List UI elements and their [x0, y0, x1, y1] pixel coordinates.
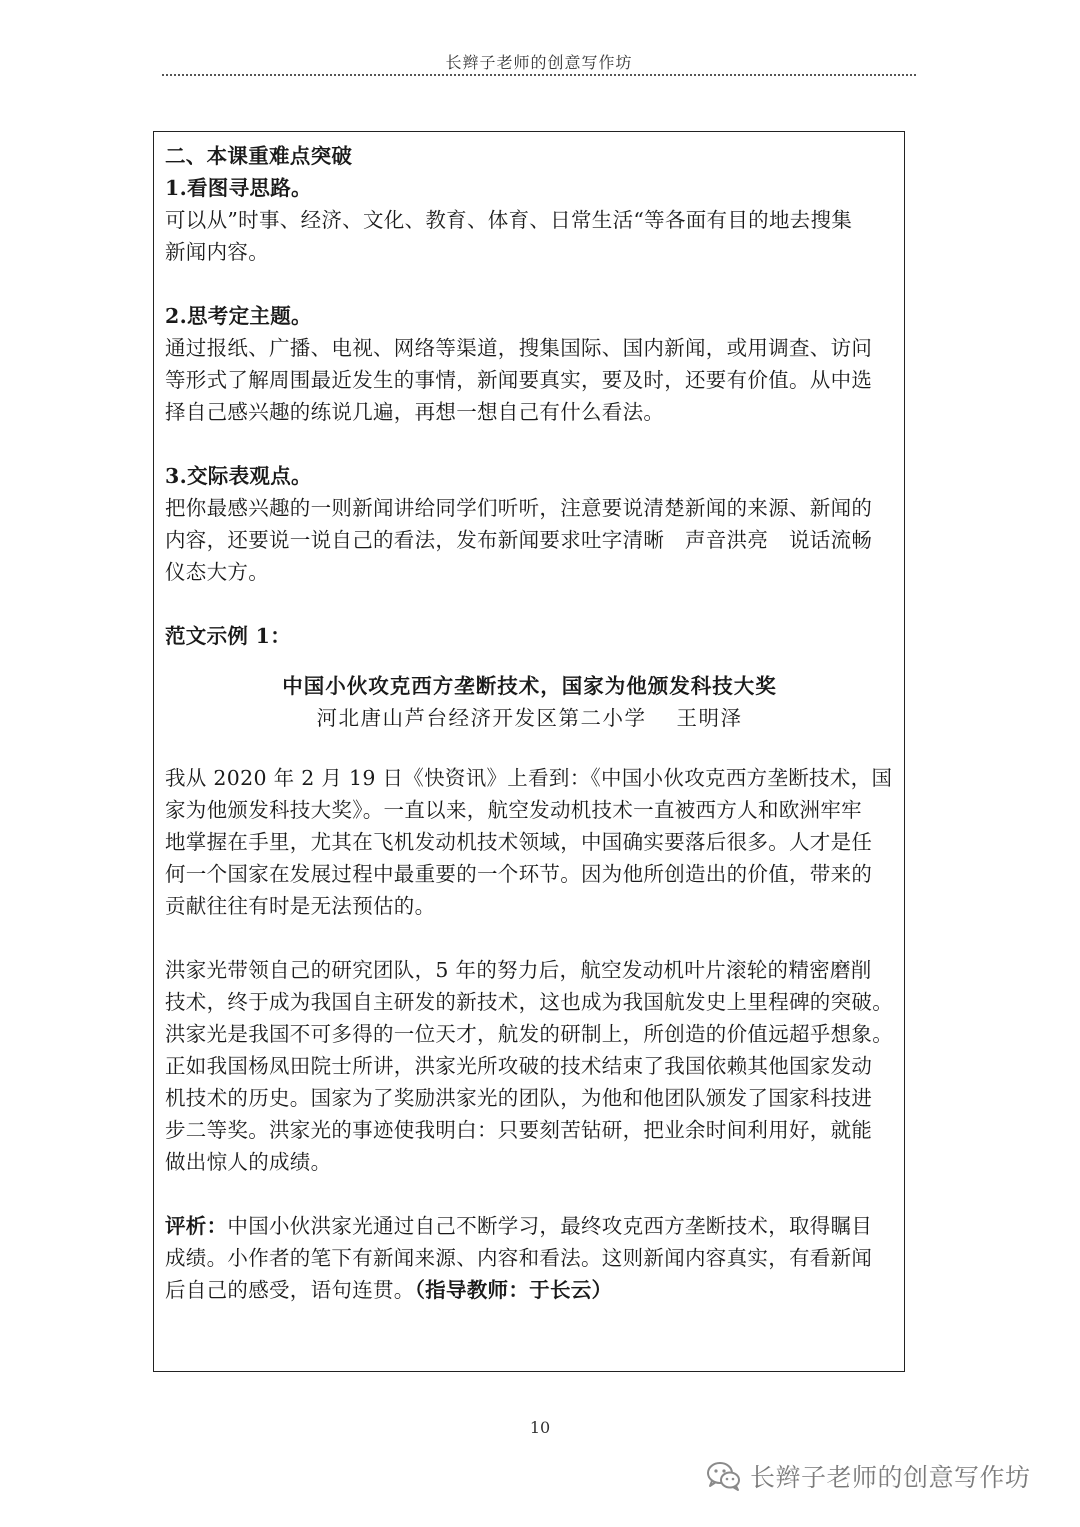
review-label: 评析： — [165, 1214, 228, 1238]
article-line: 正如我国杨凤田院士所讲，洪家光所攻破的技术结束了我国依赖其他国家发动 — [165, 1054, 873, 1078]
spacer — [165, 428, 894, 460]
article-line: 机技术的历史。国家为了奖励洪家光的团队，为他和他团队颁发了国家科技进 — [165, 1086, 873, 1110]
article-title: 中国小伙攻克西方垄断技术，国家为他颁发科技大奖 — [282, 674, 777, 698]
spacer — [165, 734, 894, 762]
content-box — [153, 131, 905, 1372]
item-body — [165, 332, 894, 428]
teacher-credit: （指导教师：于长云） — [414, 1278, 613, 1302]
header-divider — [162, 74, 916, 76]
body-line: 择自己感兴趣的练说几遍，再想一想自己有什么看法。 — [165, 400, 665, 424]
spacer — [165, 268, 894, 300]
review-text: 后自己的感受，语句连贯。 — [165, 1278, 415, 1302]
item-title: 3.交际表观点。 — [165, 464, 312, 488]
article-line: 何一个国家在发展过程中最重要的一个环节。因为他所创造出的价值，带来的 — [165, 862, 873, 886]
item-body — [165, 492, 894, 588]
article-line: 贡献往往有时是无法预估的。 — [165, 894, 436, 918]
body-line: 新闻内容。 — [165, 240, 269, 264]
article-author: 河北唐山芦台经济开发区第二小学 王明泽 — [316, 706, 743, 730]
article-line: 地掌握在手里，尤其在飞机发动机技术领域，中国确实要落后很多。人才是任 — [165, 830, 873, 854]
spacer — [165, 922, 894, 954]
page-header: 长辫子老师的创意写作坊 — [445, 53, 633, 72]
article-paragraph — [165, 762, 894, 922]
body-line: 把你最感兴趣的一则新闻讲给同学们听听，注意要说清楚新闻的来源、新闻的 — [165, 496, 873, 520]
wechat-icon — [706, 1460, 742, 1492]
spacer — [165, 1178, 894, 1210]
page-number: 10 — [529, 1418, 551, 1437]
body-line: 通过报纸、广播、电视、网络等渠道，搜集国际、国内新闻，或用调查、访问 — [165, 336, 873, 360]
spacer — [165, 588, 894, 620]
item-title: 2.思考定主题。 — [165, 304, 312, 328]
item-body — [165, 204, 894, 268]
review-line: 成绩。小作者的笔下有新闻来源、内容和看法。这则新闻内容真实，有看新闻 — [165, 1246, 873, 1270]
body-line: 仪态大方。 — [165, 560, 269, 584]
article-line: 我从 2020 年 2 月 19 日《快资讯》上看到：《中国小伙攻克西方垄断技术，国 — [165, 766, 893, 790]
review-line — [165, 1274, 894, 1306]
article-line: 步二等奖。洪家光的事迹使我明白：只要刻苦钻研，把业余时间利用好，就能 — [165, 1118, 873, 1142]
article-line: 技术，终于成为我国自主研发的新技术，这也成为我国航发史上里程碑的突破。 — [165, 990, 893, 1014]
article-line: 做出惊人的成绩。 — [165, 1150, 332, 1174]
article-line: 洪家光带领自己的研究团队，5 年的努力后，航空发动机叶片滚轮的精密磨削 — [165, 958, 872, 982]
review-line — [165, 1210, 894, 1242]
watermark — [706, 1456, 1031, 1496]
article-paragraph — [165, 954, 894, 1178]
item-title: 1.看图寻思路。 — [165, 176, 312, 200]
body-line: 可以从”时事、经济、文化、教育、体育、日常生活“等各面有目的地去搜集 — [165, 208, 853, 232]
body-line: 等形式了解周围最近发生的事情，新闻要真实，要及时，还要有价值。从中选 — [165, 368, 873, 392]
watermark-text: 长辫子老师的创意写作坊 — [750, 1463, 1031, 1492]
body-line: 内容，还要说一说自己的看法，发布新闻要求吐字清晰 声音洪亮 说话流畅 — [165, 528, 873, 552]
article-line: 家为他颁发科技大奖》。一直以来，航空发动机技术一直被西方人和欧洲牢牢 — [165, 798, 862, 822]
review-text: 中国小伙洪家光通过自己不断学习，最终攻克西方垄断技术，取得瞩目 — [227, 1214, 873, 1238]
review-block — [165, 1210, 894, 1306]
article-line: 洪家光是我国不可多得的一位天才，航发的研制上，所创造的价值远超乎想象。 — [165, 1022, 893, 1046]
example-label: 范文示例 1： — [165, 624, 292, 648]
section-heading: 二、本课重难点突破 — [165, 144, 353, 168]
